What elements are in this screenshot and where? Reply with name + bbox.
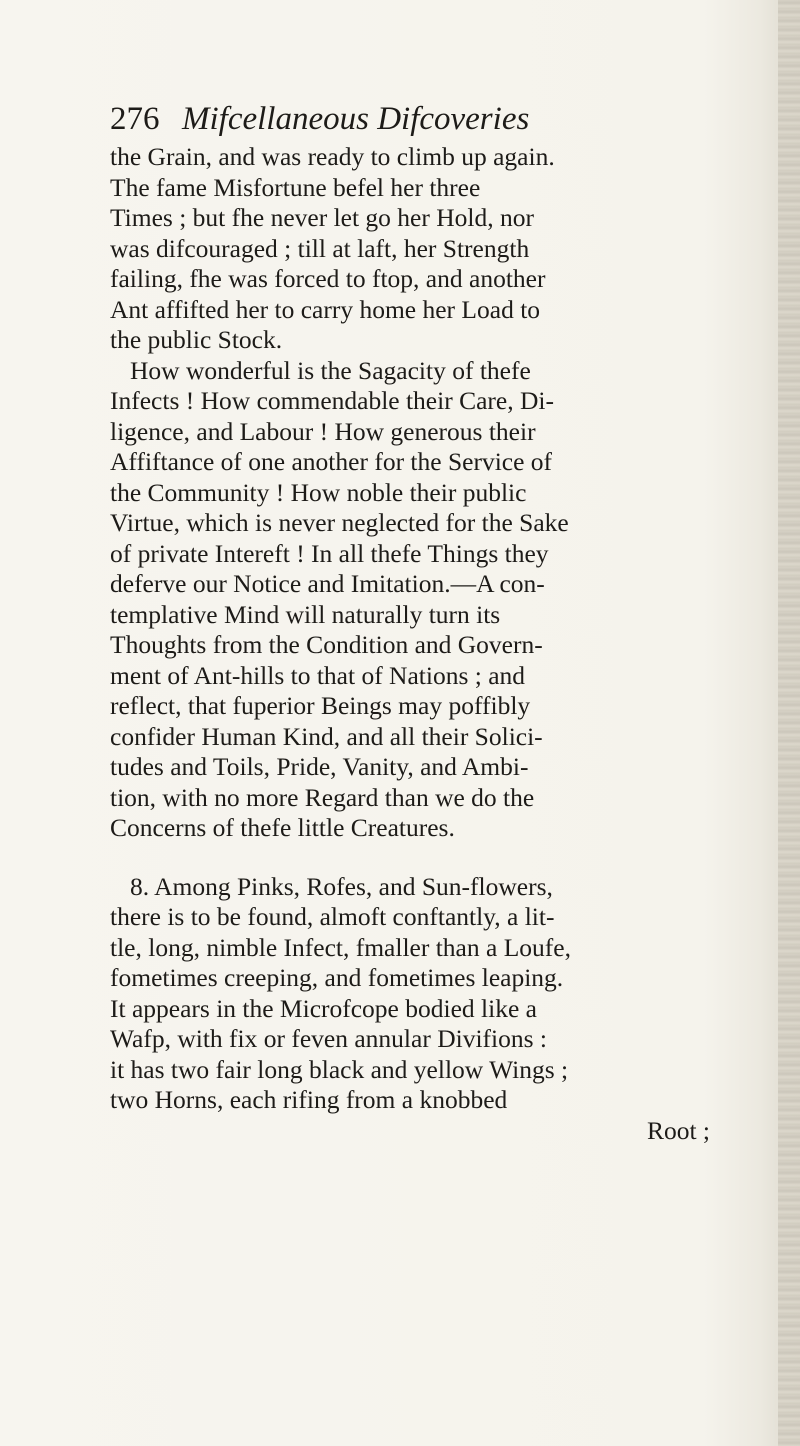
text-line: It appears in the Microfcope bodied like a bbox=[110, 993, 537, 1023]
text-line: fometimes creeping, and fometimes leaping. bbox=[110, 963, 564, 992]
paragraph-1 bbox=[110, 142, 710, 356]
text-line: Wafp, with fix or feven annular Divifions : bbox=[110, 1024, 547, 1053]
section-gap bbox=[110, 844, 710, 872]
text-line: tle, long, nimble Infect, fmaller than a Loufe, bbox=[110, 932, 571, 962]
text-line: the Community ! How noble their public bbox=[110, 477, 527, 507]
text-line: failing, fhe was forced to ftop, and another bbox=[110, 264, 546, 293]
text-line: two Horns, each rifing from a knobbed bbox=[110, 1085, 508, 1114]
text-line: Times ; but fhe never let go her Hold, nor bbox=[110, 203, 534, 232]
text-line: How wonderful is the Sagacity of thefe bbox=[130, 355, 531, 385]
page-number: 276 bbox=[110, 101, 160, 137]
text-line: ment of Ant-hills to that of Nations ; and bbox=[110, 660, 526, 690]
text-line: of private Intereft ! In all thefe Things they bbox=[110, 538, 549, 568]
text-line: the public Stock. bbox=[110, 325, 283, 354]
text-line: confider Human Kind, and all their Solici- bbox=[110, 721, 543, 751]
text-line: Affiftance of one another for the Service of bbox=[110, 447, 553, 476]
text-line: templative Mind will naturally turn its bbox=[110, 599, 501, 629]
text-line: Infects ! How commendable their Care, Di- bbox=[110, 386, 554, 415]
text-line: Virtue, which is never neglected for the Sake bbox=[110, 508, 569, 537]
text-line: Thoughts from the Condition and Govern- bbox=[110, 630, 543, 659]
paragraph-2 bbox=[110, 356, 710, 844]
running-head: Mifcellaneous Difcoveries bbox=[182, 101, 530, 137]
text-line: it has two fair long black and yellow Wings ; bbox=[110, 1054, 569, 1084]
text-line: tion, with no more Regard than we do the bbox=[110, 782, 535, 812]
paragraph-3 bbox=[110, 872, 710, 1147]
body-text bbox=[110, 142, 710, 1146]
text-line: there is to be found, almoft conftantly, a lit- bbox=[110, 902, 555, 931]
text-line: 8. Among Pinks, Rofes, and Sun-flowers, bbox=[130, 871, 553, 901]
text-line: was difcouraged ; till at laft, her Strength bbox=[110, 233, 530, 263]
page-edge-shadow bbox=[778, 0, 800, 1446]
text-line: the Grain, and was ready to climb up again. bbox=[110, 142, 555, 171]
text-line: The fame Misfortune befel her three bbox=[110, 172, 481, 202]
page-header bbox=[110, 96, 670, 146]
text-line: ligence, and Labour ! How generous their bbox=[110, 416, 536, 446]
text-line: Ant affifted her to carry home her Load to bbox=[110, 294, 541, 324]
text-line: deferve our Notice and Imitation.—A con- bbox=[110, 569, 545, 598]
text-line: reflect, that fuperior Beings may poffibly bbox=[110, 691, 531, 720]
text-line: Concerns of thefe little Creatures. bbox=[110, 813, 455, 842]
text-line: tudes and Toils, Pride, Vanity, and Ambi- bbox=[110, 752, 529, 781]
catchword: Root ; bbox=[646, 1115, 710, 1145]
